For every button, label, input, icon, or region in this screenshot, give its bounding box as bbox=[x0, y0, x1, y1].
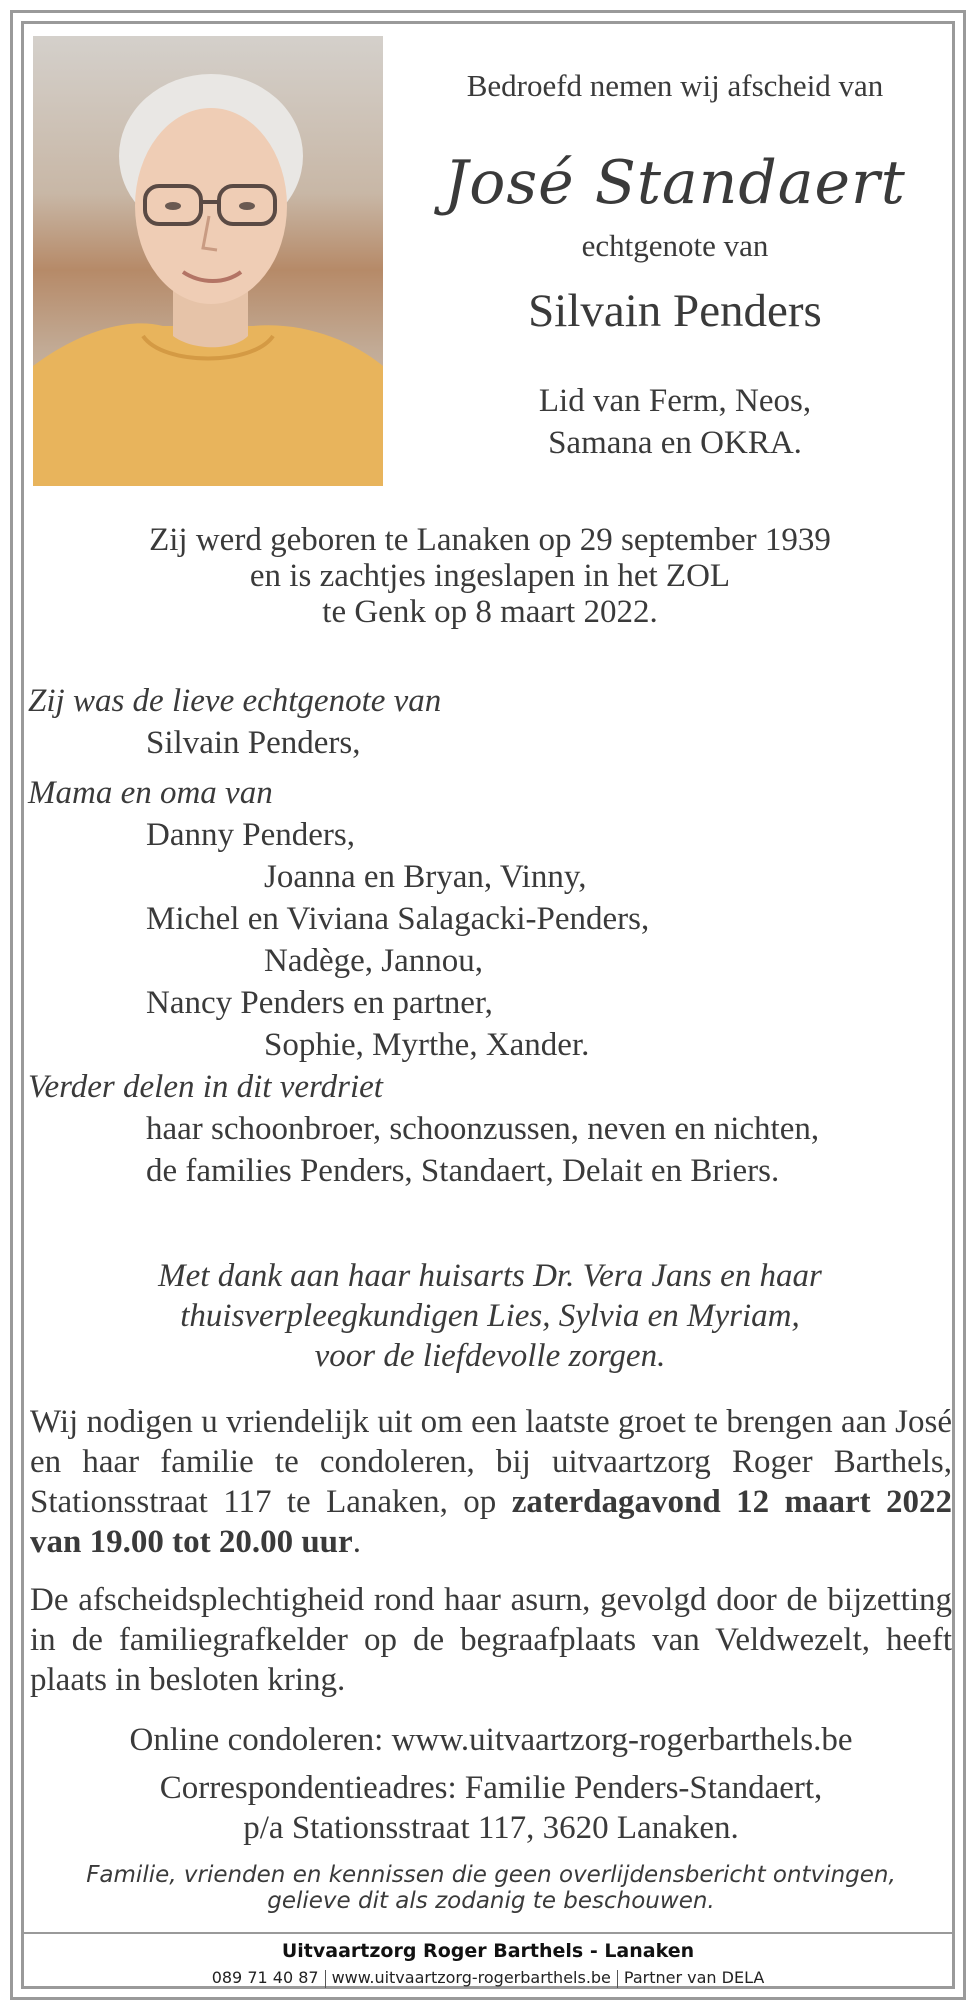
portrait-illustration bbox=[33, 36, 383, 486]
footer-separator bbox=[325, 1970, 326, 1988]
visitation-end: . bbox=[352, 1524, 361, 1560]
correspondence-address bbox=[30, 1768, 952, 1848]
membership-line: Samana en OKRA. bbox=[548, 425, 802, 461]
ceremony-paragraph: De afscheidsplechtigheid rond haar asurn, gevolgd door de bijzetting in de familiegrafkelder op de begraafplaats van Veldwezelt, heeft plaats in besloten kring. bbox=[30, 1582, 952, 1698]
family-grandchildren: Sophie, Myrthe, Xander. bbox=[264, 1027, 590, 1063]
footer-divider bbox=[21, 1932, 955, 1934]
footer-separator bbox=[617, 1970, 618, 1988]
notice-line: gelieve dit als zodanig te beschouwen. bbox=[267, 1888, 715, 1914]
family-grandchildren: Joanna en Bryan, Vinny, bbox=[264, 859, 587, 895]
footer-partner: Partner van DELA bbox=[623, 1968, 765, 1987]
notice-text bbox=[30, 1862, 952, 1914]
family-heading: Mama en oma van bbox=[28, 775, 273, 811]
thanks-line: voor de liefdevolle zorgen. bbox=[314, 1338, 666, 1374]
deceased-name: José Standaert bbox=[444, 148, 906, 218]
intro-text: Bedroefd nemen wij afscheid van bbox=[466, 68, 884, 103]
family-heading: Zij was de lieve echtgenote van bbox=[28, 683, 442, 719]
correspondence-line: p/a Stationsstraat 117, 3620 Lanaken. bbox=[243, 1810, 739, 1846]
birth-line: te Genk op 8 maart 2022. bbox=[322, 594, 658, 630]
notice-line: Familie, vrienden en kennissen die geen overlijdensbericht ontvingen, bbox=[86, 1862, 896, 1888]
thanks-line: thuisverpleegkundigen Lies, Sylvia en Myriam, bbox=[180, 1298, 800, 1334]
thanks-text bbox=[40, 1256, 940, 1376]
thanks-line: Met dank aan haar huisarts Dr. Vera Jans en haar bbox=[158, 1258, 822, 1294]
family-member: de families Penders, Standaert, Delait en Briers. bbox=[146, 1153, 780, 1189]
footer-phone: 089 71 40 87 bbox=[211, 1968, 319, 1987]
family-member: Nancy Penders en partner, bbox=[146, 985, 493, 1021]
family-member: Silvain Penders, bbox=[146, 725, 361, 761]
family-grandchildren: Nadège, Jannou, bbox=[264, 943, 484, 979]
family-member: Michel en Viviana Salagacki-Penders, bbox=[146, 901, 650, 937]
membership-line: Lid van Ferm, Neos, bbox=[538, 383, 812, 419]
family-list bbox=[28, 680, 948, 1192]
family-heading: Verder delen in dit verdriet bbox=[28, 1069, 383, 1105]
family-member: haar schoonbroer, schoonzussen, neven en nichten, bbox=[146, 1111, 820, 1147]
portrait-photo bbox=[33, 36, 383, 486]
membership bbox=[390, 380, 960, 464]
online-condolence: Online condoleren: www.uitvaartzorg-rogerbarthels.be bbox=[129, 1722, 853, 1758]
birth-death-info bbox=[40, 522, 940, 630]
birth-line: en is zachtjes ingeslapen in het ZOL bbox=[249, 558, 731, 594]
correspondence-line: Correspondentieadres: Familie Penders-Standaert, bbox=[159, 1770, 823, 1806]
visitation-text: Wij nodigen u vriendelijk uit om een laatste groet te brengen aan José en haar familie te condoleren, bij uitvaartzorg Roger Barthels, Stationsstraat 117 te Lanaken, op bbox=[30, 1404, 952, 1520]
visitation-datetime: zaterdagavond 12 maart 2022 van 19.00 tot 20.00 uur bbox=[30, 1484, 952, 1560]
footer-info bbox=[21, 1968, 955, 1988]
spouse-name: Silvain Penders bbox=[528, 285, 822, 337]
birth-line: Zij werd geboren te Lanaken op 29 september 1939 bbox=[149, 522, 831, 558]
footer-website[interactable]: www.uitvaartzorg-rogerbarthels.be bbox=[331, 1968, 611, 1987]
spouse-intro: echtgenote van bbox=[581, 228, 769, 263]
footer-title: Uitvaartzorg Roger Barthels - Lanaken bbox=[281, 1940, 695, 1962]
family-member: Danny Penders, bbox=[146, 817, 355, 853]
visitation-paragraph bbox=[30, 1402, 952, 1562]
